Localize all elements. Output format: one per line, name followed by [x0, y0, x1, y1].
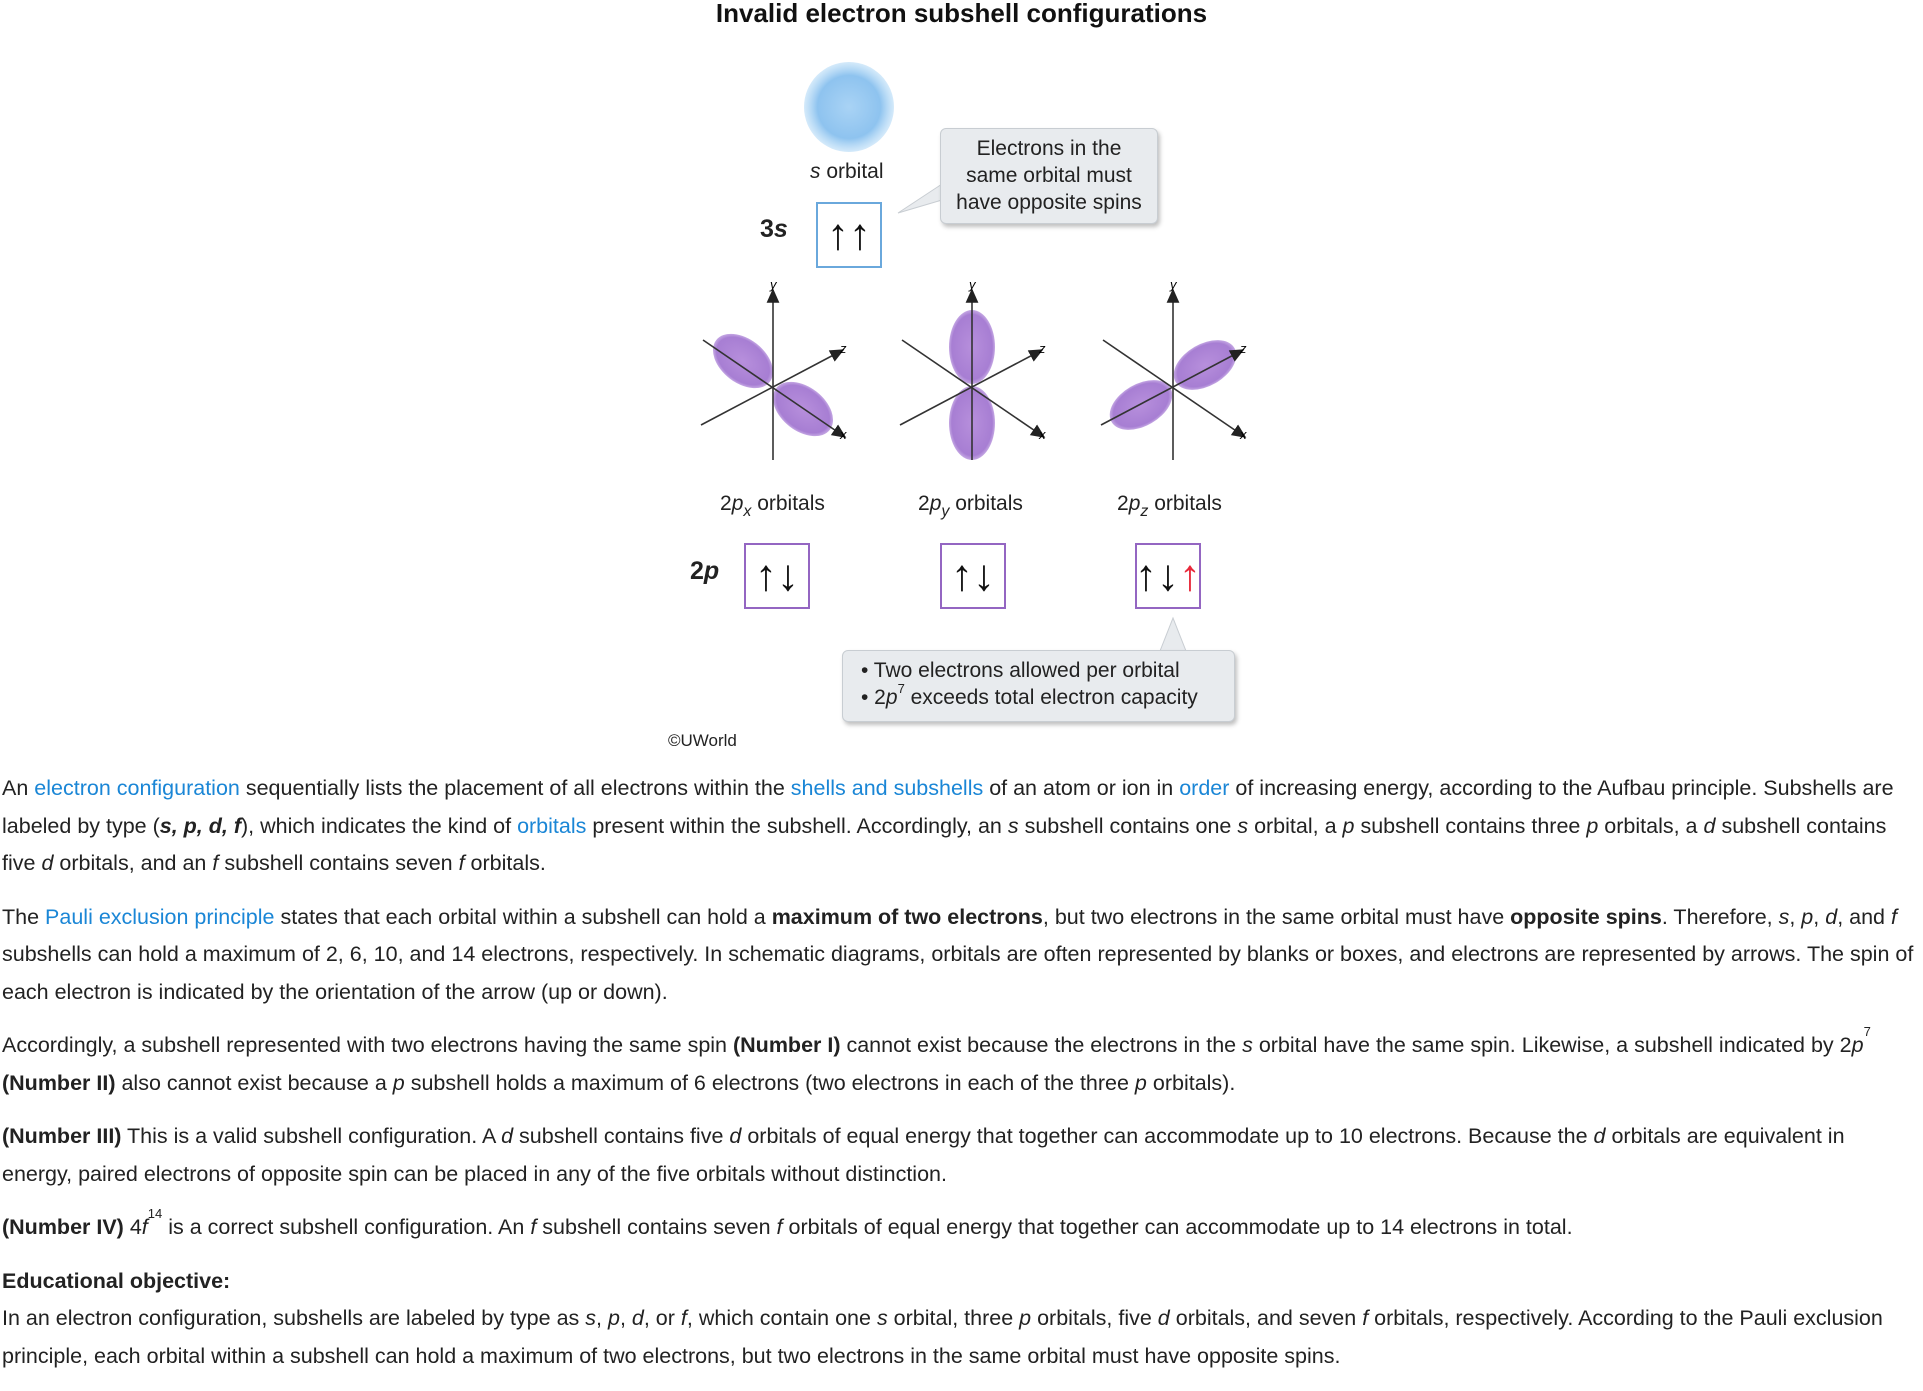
figure-title: Invalid electron subshell configurations	[715, 0, 1208, 28]
callout1-tail	[898, 184, 942, 213]
paragraph-5: (Number IV) $4f^{14}$ is a correct subshell configuration. An f subshell contains seven f orbitals of equal energy that together can accommodate up to 14 electrons in total.	[2, 1206, 1573, 1239]
box-2px: ↑↓	[744, 543, 810, 609]
link-electron-configuration[interactable]: electron configuration	[34, 776, 240, 800]
s-orbital-sphere	[804, 62, 894, 152]
pz-orbital	[1101, 277, 1247, 460]
pz-axis-y-label: y	[1170, 277, 1177, 292]
level-3s-label: 3s	[760, 215, 788, 243]
py-orbital	[900, 277, 1046, 460]
paragraph-4: (Number III) This is a valid subshell configuration. A d subshell contains five d orbitals of equal energy that together can accommodate up to 10 electrons. Because the d orbitals are equivalent in energy, paired electrons of opposite spin can be placed in any of the five orbitals without distinction.	[2, 1124, 1845, 1186]
callout2-tail	[1160, 618, 1186, 651]
explanation-text	[2, 770, 1918, 1391]
box-3s: ↑↑	[816, 202, 882, 268]
px-axis-x-label: x	[840, 427, 847, 442]
paragraph-1: An electron configuration sequentially lists the placement of all electrons within the shells and subshells of an atom or ion in order of increasing energy, according to the Aufbau principle. Subshells are labeled by type (s, p, d, f), which indicates the kind of orbitals present within the subshell. Accordingly, an s subshell contains one s orbital, a p subshell contains three p orbitals, a d subshell contains five d orbitals, and an f subshell contains seven f orbitals.	[2, 776, 1894, 875]
paragraph-objective: In an electron configuration, subshells are labeled by type as s, p, d, or f, which contain one s orbital, three p orbitals, five d orbitals, and seven f orbitals, respectively. According to the Pauli exclusion principle, each orbital within a subshell can hold a maximum of two electrons, but two electrons in the same orbital must have opposite spins.	[2, 1306, 1883, 1368]
py-axis-z-label: z	[1039, 341, 1046, 356]
px-axis-y-label: y	[770, 277, 777, 292]
py-orbital-label: $2p_y$ orbitals	[918, 492, 1023, 520]
px-orbital-label: $2p_x$ orbitals	[720, 492, 825, 520]
pz-orbital-label: $2p_z$ orbitals	[1117, 492, 1222, 520]
py-axis-y-label: y	[969, 277, 976, 292]
callout-opposite-spins: Electrons in the same orbital must have opposite spins	[940, 128, 1158, 224]
pz-axis-z-label: z	[1240, 341, 1247, 356]
objective-heading: Educational objective:	[2, 1268, 231, 1293]
paragraph-3: Accordingly, a subshell represented with two electrons having the same spin (Number I) cannot exist because the electrons in the s orbital have the same spin. Likewise, a subshell indicated by $2p^7$ (Number II) also cannot exist because a p subshell holds a maximum of 6 electrons (two electrons in each of the three p orbitals).	[2, 1024, 1871, 1095]
link-order[interactable]: order	[1179, 776, 1230, 800]
callout-capacity: • Two electrons allowed per orbital • $2p^7$ exceeds total electron capacity	[842, 650, 1235, 722]
link-orbitals[interactable]: orbitals	[517, 813, 587, 838]
level-2p-label: 2p	[690, 557, 720, 585]
px-orbital	[701, 277, 847, 460]
s-orbital-label: s orbital	[810, 160, 884, 183]
paragraph-2: The Pauli exclusion principle states that each orbital within a subshell can hold a maximum of two electrons, but two electrons in the same orbital must have opposite spins. Therefore, s, p, d, and f subshells can hold a maximum of 2, 6, 10, and 14 electrons, respectively. In schematic diagrams, orbitals are often represented by blanks or boxes, and electrons are represented by arrows. The spin of each electron is indicated by the orientation of the arrow (up or down).	[2, 904, 1914, 1004]
link-shells-and-subshells[interactable]: shells and subshells	[790, 776, 984, 800]
px-axis-z-label: z	[840, 341, 847, 356]
extra-electron-arrow: ↑	[1179, 551, 1201, 600]
link-pauli-exclusion-principle[interactable]: Pauli exclusion principle	[45, 904, 275, 929]
box-2py: ↑↓	[940, 543, 1006, 609]
pz-axis-x-label: x	[1240, 427, 1247, 442]
copyright: ©UWorld	[668, 731, 737, 750]
box-2pz: ↑↓ ↑	[1135, 543, 1201, 609]
py-axis-x-label: x	[1039, 427, 1046, 442]
